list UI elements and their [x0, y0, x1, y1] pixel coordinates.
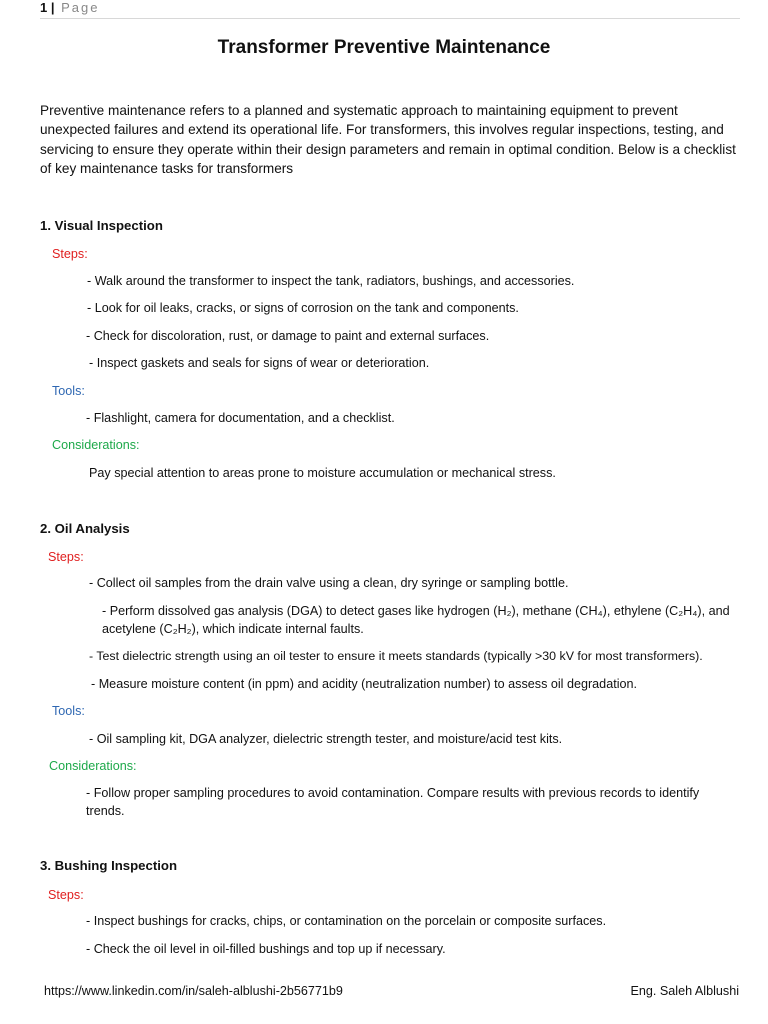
page-header: [40, 0, 740, 19]
step-item: - Perform dissolved gas analysis (DGA) to detect gases like hydrogen (H₂), methane (CH₄), ethylene (C₂H₄), and acetylene (C₂H₂), which indicate internal faults.: [102, 604, 730, 636]
page-separator: |: [50, 0, 55, 15]
step-item: - Check for discoloration, rust, or damage to paint and external surfaces.: [86, 329, 490, 343]
page-number: 1: [40, 0, 48, 15]
footer-author: Eng. Saleh Alblushi: [630, 984, 739, 998]
step-item: - Collect oil samples from the drain valve using a clean, dry syringe or sampling bottle.: [89, 576, 569, 590]
step-item: - Inspect bushings for cracks, chips, or contamination on the porcelain or composite surfaces.: [86, 914, 607, 928]
section-heading-oil-analysis: 2. Oil Analysis: [40, 521, 130, 536]
tools-item: - Flashlight, camera for documentation, and a checklist.: [86, 411, 395, 425]
step-item: - Walk around the transformer to inspect the tank, radiators, bushings, and accessories.: [87, 274, 575, 288]
document-title: Transformer Preventive Maintenance: [217, 37, 551, 58]
intro-paragraph: Preventive maintenance refers to a planned and systematic approach to maintaining equipment to prevent unexpected failures and extend its operational life. For transformers, this involves regular inspections, testing, and servicing to ensure they operate within their design parameters and remain in optimal condition. Below is a checklist of key maintenance tasks for transformers: [40, 103, 736, 177]
footer-link[interactable]: https://www.linkedin.com/in/saleh-alblushi-2b56771b9: [44, 984, 343, 998]
considerations-item: - Follow proper sampling procedures to avoid contamination. Compare results with previous records to identify trends.: [86, 786, 700, 818]
tools-label: Tools:: [52, 704, 85, 718]
step-item: - Inspect gaskets and seals for signs of wear or deterioration.: [89, 356, 430, 370]
considerations-label: Considerations:: [49, 759, 137, 773]
steps-label: Steps:: [48, 550, 84, 564]
section-heading-visual-inspection: 1. Visual Inspection: [40, 218, 163, 233]
considerations-label: Considerations:: [52, 438, 140, 452]
tools-item: - Oil sampling kit, DGA analyzer, dielectric strength tester, and moisture/acid test kits.: [89, 732, 563, 746]
tools-label: Tools:: [52, 384, 85, 398]
considerations-item: Pay special attention to areas prone to moisture accumulation or mechanical stress.: [89, 466, 556, 480]
step-item: - Test dielectric strength using an oil tester to ensure it meets standards (typically >30 kV for most transformers).: [89, 649, 703, 663]
step-item: - Look for oil leaks, cracks, or signs of corrosion on the tank and components.: [87, 301, 519, 315]
steps-label: Steps:: [48, 888, 84, 902]
step-item: - Check the oil level in oil-filled bushings and top up if necessary.: [86, 942, 446, 956]
page-word: Page: [61, 0, 100, 15]
step-item: - Measure moisture content (in ppm) and acidity (neutralization number) to assess oil degradation.: [91, 677, 637, 691]
steps-label: Steps:: [52, 247, 88, 261]
section-heading-bushing-inspection: 3. Bushing Inspection: [40, 858, 178, 873]
